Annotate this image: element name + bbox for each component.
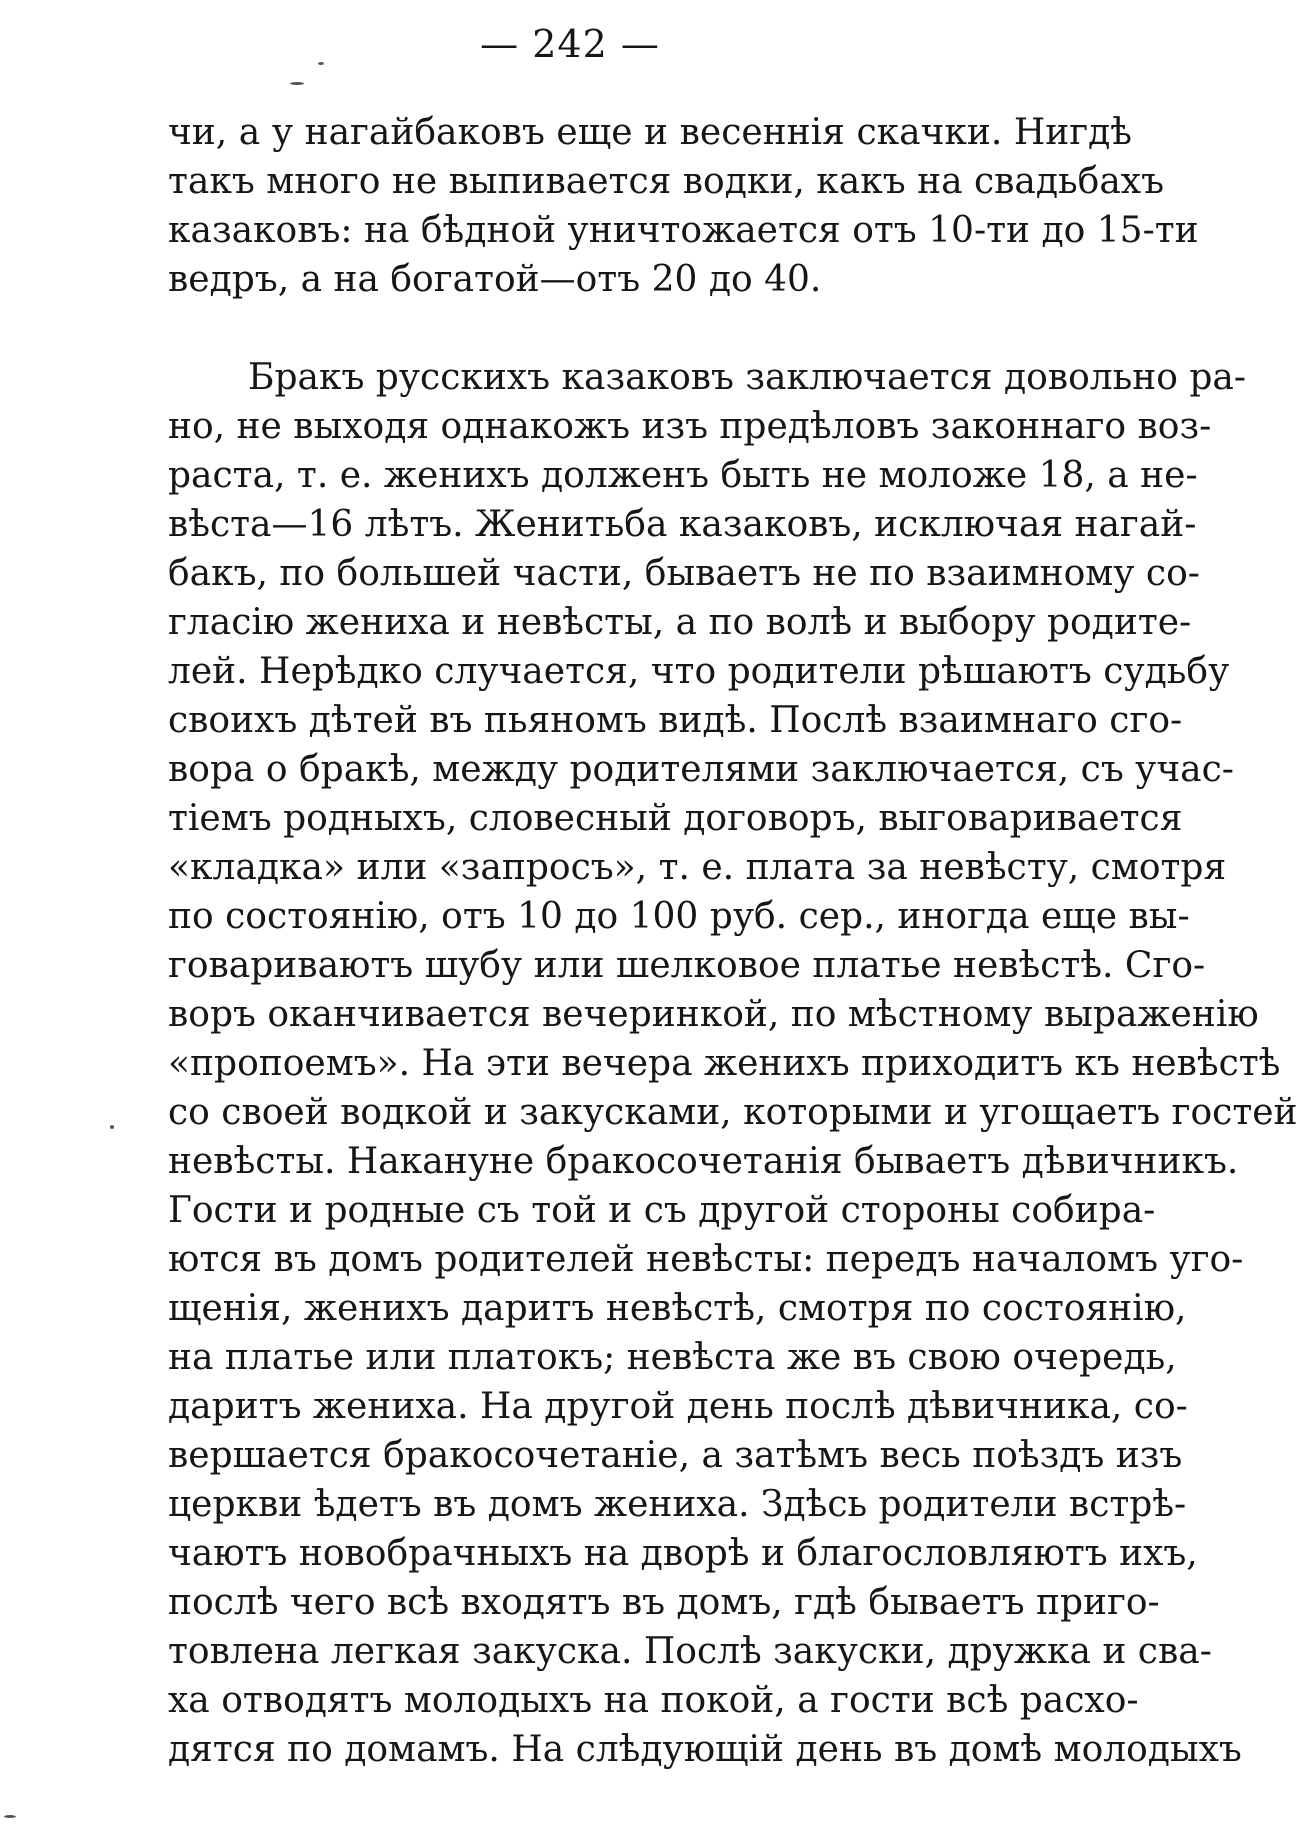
text-line: даритъ жениха. На другой день послѣ дѣвичника, со-: [168, 1386, 1188, 1427]
text-line: но, не выходя однакожъ изъ предѣловъ законнаго воз-: [168, 406, 1212, 447]
text-line: ведръ, а на богатой—отъ 20 до 40.: [168, 259, 822, 300]
print-speck: [110, 1125, 114, 1129]
text-line: тіемъ родныхъ, словесный договоръ, выговаривается: [168, 798, 1183, 839]
text-line: Гости и родные съ той и съ другой стороны собира-: [168, 1190, 1156, 1231]
text-line: «кладка» или «запросъ», т. е. плата за невѣсту, смотря: [168, 847, 1227, 888]
text-line: гласію жениха и невѣсты, а по волѣ и выбору родите-: [168, 602, 1192, 643]
text-line: говариваютъ шубу или шелковое платье невѣстѣ. Сго-: [168, 945, 1206, 986]
text-line: на платье или платокъ; невѣста же въ свою очередь,: [168, 1337, 1177, 1378]
text-line: лей. Нерѣдко случается, что родители рѣшаютъ судьбу: [168, 651, 1230, 692]
print-speck: [318, 62, 324, 65]
text-line: послѣ чего всѣ входятъ въ домъ, гдѣ бываетъ приго-: [168, 1582, 1160, 1623]
paragraph-continuation: [168, 108, 1199, 304]
text-line: вора о бракѣ, между родителями заключается, съ учас-: [168, 749, 1234, 790]
text-line: невѣсты. Накануне бракосочетанія бываетъ дѣвичникъ.: [168, 1141, 1239, 1182]
text-line: ются въ домъ родителей невѣсты: передъ началомъ уго-: [168, 1239, 1244, 1280]
text-line: чаютъ новобрачныхъ на дворѣ и благословляютъ ихъ,: [168, 1533, 1198, 1574]
text-line: товлена легкая закуска. Послѣ закуски, дружка и сва-: [168, 1631, 1212, 1672]
text-line: ха отводятъ молодыхъ на покой, а гости всѣ расхо-: [168, 1680, 1139, 1721]
text-line: воръ оканчивается вечеринкой, по мѣстному выраженію: [168, 994, 1259, 1035]
text-line: своихъ дѣтей въ пьяномъ видѣ. Послѣ взаимнаго сго-: [168, 700, 1183, 741]
page-number: — 242 —: [480, 22, 660, 66]
text-line: со своей водкой и закусками, которыми и угощаетъ гостей: [168, 1092, 1298, 1133]
text-line: вершается бракосочетаніе, а затѣмъ весь поѣздъ изъ: [168, 1435, 1183, 1476]
text-line: такъ много не выпивается водки, какъ на свадьбахъ: [168, 161, 1164, 202]
text-line: по состоянію, отъ 10 до 100 руб. сер., иногда еще вы-: [168, 896, 1190, 937]
text-line: Бракъ русскихъ казаковъ заключается довольно ра-: [248, 357, 1246, 398]
print-speck: [4, 1815, 16, 1818]
text-line: дятся по домамъ. На слѣдующій день въ домѣ молодыхъ: [168, 1729, 1242, 1770]
text-line: церкви ѣдетъ въ домъ жениха. Здѣсь родители встрѣ-: [168, 1484, 1187, 1525]
text-line: чи, а у нагайбаковъ еще и весеннія скачки. Нигдѣ: [168, 112, 1132, 153]
print-speck: [290, 82, 304, 85]
text-line: вѣста—16 лѣтъ. Женитьба казаковъ, исключая нагай-: [168, 504, 1197, 545]
paragraph-marriage: [168, 353, 1298, 1774]
text-line: бакъ, по большей части, бываетъ не по взаимному со-: [168, 553, 1200, 594]
text-line: раста, т. е. женихъ долженъ быть не моложе 18, а не-: [168, 455, 1198, 496]
text-line: щенія, женихъ даритъ невѣстѣ, смотря по состоянію,: [168, 1288, 1187, 1329]
text-line: «пропоемъ». На эти вечера женихъ приходитъ къ невѣстѣ: [168, 1043, 1281, 1084]
text-line: казаковъ: на бѣдной уничтожается отъ 10-ти до 15-ти: [168, 210, 1199, 251]
